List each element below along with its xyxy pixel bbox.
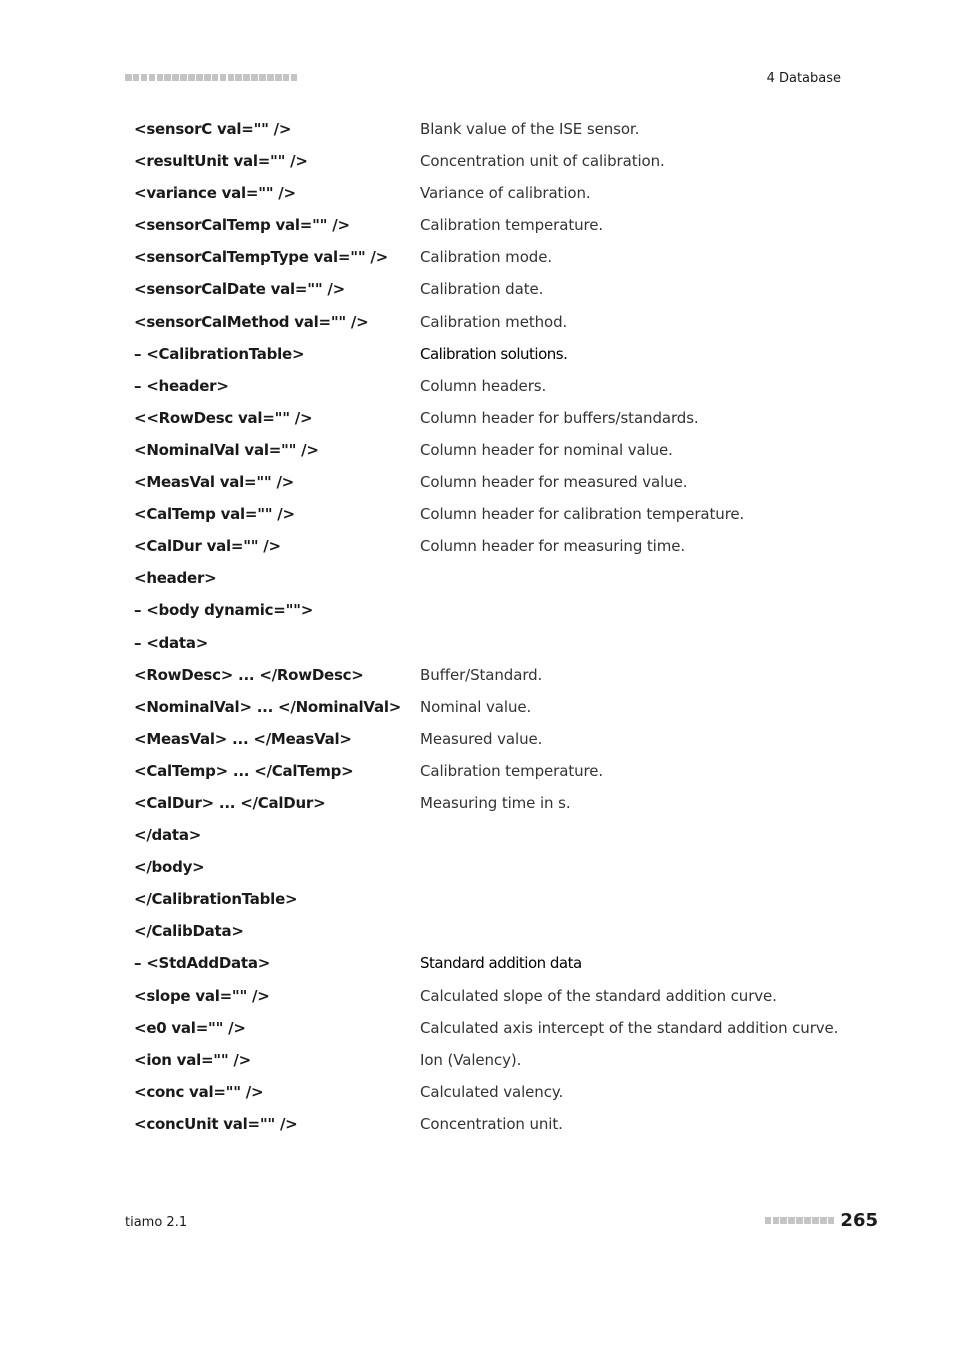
entry-row	[134, 630, 854, 662]
entry-tag: <sensorCalMethod val="" />	[134, 312, 369, 331]
entry-row	[134, 116, 854, 148]
page-number: 265	[840, 1210, 878, 1231]
entry-desc: Calculated slope of the standard addition curve.	[420, 986, 777, 1005]
entry-desc: Concentration unit.	[420, 1114, 563, 1133]
page-footer	[765, 1210, 878, 1231]
entry-row	[134, 501, 854, 533]
entry-tag: <sensorC val="" />	[134, 120, 292, 138]
entry-tag: <e0 val="" />	[134, 1018, 246, 1037]
entry-tag: </CalibData>	[134, 922, 244, 941]
entry-desc: Column header for nominal value.	[420, 440, 673, 459]
entry-tag: <resultUnit val="" />	[134, 152, 308, 171]
entry-row	[134, 212, 854, 244]
entry-desc: Column headers.	[420, 376, 547, 395]
entry-row	[134, 854, 854, 886]
entry-tag: <ion val="" />	[134, 1050, 251, 1069]
entry-tag: <header>	[134, 569, 217, 588]
entry-desc: Calculated axis intercept of the standard addition curve.	[420, 1018, 839, 1037]
entry-tag: <<RowDesc val="" />	[134, 408, 313, 427]
entry-desc: Calibration temperature.	[420, 761, 604, 780]
entry-tag: – <body dynamic="">	[134, 601, 314, 620]
entry-row	[134, 533, 854, 565]
entry-row	[134, 918, 854, 950]
entry-row	[134, 276, 854, 308]
entry-tag: <slope val="" />	[134, 986, 270, 1005]
entry-desc: Concentration unit of calibration.	[420, 152, 665, 171]
chapter-title: 4 Database	[766, 71, 841, 86]
entry-tag: <CalDur> ... </CalDur>	[134, 793, 326, 812]
entry-tag: <CalTemp val="" />	[134, 505, 295, 524]
entry-tag: <MeasVal> ... </MeasVal>	[134, 729, 352, 748]
entry-tag: <sensorCalDate val="" />	[134, 280, 345, 299]
entry-row	[134, 597, 854, 629]
entry-desc: Measured value.	[420, 729, 543, 748]
entry-row	[134, 1015, 854, 1047]
entry-tag: <RowDesc> ... </RowDesc>	[134, 665, 364, 684]
entry-desc: Column header for buffers/standards.	[420, 408, 699, 427]
entry-tag: </CalibrationTable>	[134, 890, 298, 909]
entry-tag: <variance val="" />	[134, 184, 296, 203]
entry-row	[134, 341, 854, 373]
entry-tag: </body>	[134, 858, 205, 877]
entry-tag: <NominalVal> ... </NominalVal>	[134, 697, 402, 716]
entry-tag: </data>	[134, 826, 202, 845]
entry-row	[134, 1111, 854, 1143]
entry-desc: Calculated valency.	[420, 1082, 564, 1101]
entry-tag: <sensorCalTempType val="" />	[134, 248, 388, 267]
entry-tag: <sensorCalTemp val="" />	[134, 216, 350, 235]
entry-tag: – <CalibrationTable>	[134, 344, 305, 363]
entry-row	[134, 822, 854, 854]
entry-row	[134, 148, 854, 180]
entry-row	[134, 886, 854, 918]
entry-tag: <conc val="" />	[134, 1082, 264, 1101]
entry-row	[134, 244, 854, 276]
entry-row	[134, 309, 854, 341]
footer-decoration	[765, 1217, 835, 1224]
entry-row	[134, 373, 854, 405]
entry-tag: – <data>	[134, 633, 209, 652]
entry-desc: Calibration method.	[420, 312, 568, 331]
entry-tag: <MeasVal val="" />	[134, 473, 295, 492]
entry-desc: Ion (Valency).	[420, 1050, 522, 1069]
entry-desc: Column header for measuring time.	[420, 537, 686, 556]
entry-row	[134, 437, 854, 469]
entry-desc: Calibration date.	[420, 280, 544, 299]
entry-row	[134, 405, 854, 437]
entry-tag: <concUnit val="" />	[134, 1114, 298, 1133]
entry-row	[134, 1079, 854, 1111]
entry-row	[134, 726, 854, 758]
entry-desc: Variance of calibration.	[420, 184, 591, 203]
entry-desc: Measuring time in s.	[420, 793, 571, 812]
entry-tag: <CalTemp> ... </CalTemp>	[134, 761, 354, 780]
entry-desc: Buffer/Standard.	[420, 665, 543, 684]
entry-row	[134, 469, 854, 501]
entry-tag: – <StdAddData>	[134, 954, 271, 973]
entry-row	[134, 1047, 854, 1079]
entry-row	[134, 758, 854, 790]
entry-row	[134, 694, 854, 726]
entry-row	[134, 662, 854, 694]
entry-tag: <CalDur val="" />	[134, 537, 281, 556]
entry-tag: <NominalVal val="" />	[134, 440, 319, 459]
entry-desc: Column header for calibration temperature.	[420, 505, 745, 524]
entry-row	[134, 180, 854, 212]
entry-list	[134, 116, 854, 1143]
entry-row	[134, 565, 854, 597]
entry-desc: Calibration solutions.	[420, 344, 568, 363]
entry-row	[134, 790, 854, 822]
entry-desc: Nominal value.	[420, 697, 532, 716]
header-decoration	[125, 74, 297, 81]
entry-row	[134, 950, 854, 982]
entry-desc: Blank value of the ISE sensor.	[420, 120, 640, 138]
entry-desc: Standard addition data	[420, 954, 582, 973]
entry-desc: Calibration temperature.	[420, 216, 604, 235]
entry-desc: Column header for measured value.	[420, 473, 688, 492]
entry-desc: Calibration mode.	[420, 248, 552, 267]
entry-row	[134, 983, 854, 1015]
entry-tag: – <header>	[134, 376, 229, 395]
product-name: tiamo 2.1	[125, 1215, 188, 1230]
